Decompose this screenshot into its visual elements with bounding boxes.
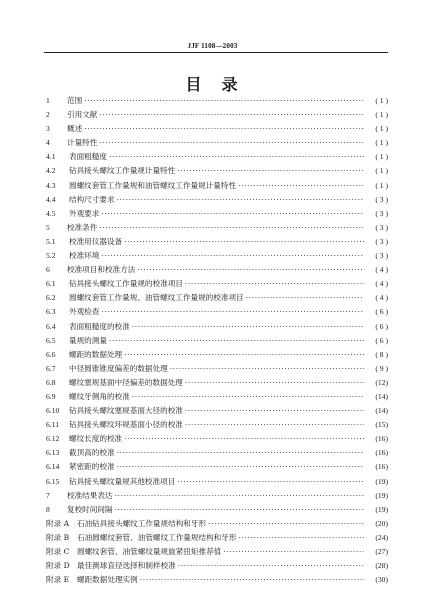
toc-leader-dots — [208, 517, 364, 531]
toc-entry-number: 6.11 — [46, 420, 60, 430]
toc-leader-dots — [117, 193, 364, 207]
toc-entry-number: 4 — [46, 138, 50, 148]
toc-entry-title: 螺距的数据处理 — [69, 349, 123, 359]
toc-entry-page: (28) — [375, 561, 388, 571]
toc-entry-number: 5.2 — [46, 251, 56, 261]
toc-entry-number: 6.10 — [46, 406, 60, 416]
toc-leader-dots — [124, 348, 364, 362]
toc-leader-dots — [137, 263, 364, 277]
toc-entry[interactable] — [46, 249, 388, 263]
toc-entry-number: 6.3 — [46, 307, 56, 317]
toc-entry[interactable] — [46, 390, 388, 404]
toc-entry-page: ( 4 ) — [375, 279, 388, 289]
toc-entry[interactable] — [46, 376, 388, 390]
toc-entry-number: 6.1 — [46, 279, 56, 289]
toc-entry-title: 外观要求 — [69, 208, 100, 218]
toc-leader-dots — [185, 277, 364, 291]
toc-entry-page: ( 3 ) — [375, 236, 388, 246]
toc-entry[interactable] — [46, 517, 388, 531]
toc-entry-page: ( 3 ) — [375, 208, 388, 218]
toc-entry-title: 螺纹长度的校准 — [69, 434, 123, 444]
toc-entry-title: 校准环境 — [69, 251, 100, 261]
toc-entry[interactable] — [46, 305, 388, 319]
toc-entry[interactable] — [46, 404, 388, 418]
toc-leader-dots — [115, 503, 364, 517]
toc-entry-page: ( 6 ) — [375, 321, 388, 331]
toc-entry[interactable] — [46, 320, 388, 334]
toc-entry-page: (19) — [375, 490, 388, 500]
toc-entry-page: ( 1 ) — [375, 152, 388, 162]
toc-entry[interactable] — [46, 531, 388, 545]
toc-entry-number: 6.4 — [46, 321, 56, 331]
toc-entry-title: 范围 — [67, 96, 83, 105]
toc-entry-number: 6.5 — [46, 335, 56, 345]
toc-entry-page: ( 1 ) — [375, 110, 388, 120]
toc-entry[interactable] — [46, 263, 388, 277]
toc-entry-page: ( 1 ) — [375, 166, 388, 176]
toc-entry-number: 6.13 — [46, 448, 60, 458]
toc-entry-title: 圆螺纹套管工作量规和油管螺纹工作量规计量特性 — [69, 180, 237, 190]
toc-entry-number: 2 — [46, 110, 50, 120]
toc-entry-page: ( 1 ) — [375, 96, 388, 105]
toc-leader-dots — [84, 94, 364, 108]
toc-entry-number: 附录 D — [46, 561, 70, 571]
toc-entry-page: (16) — [375, 462, 388, 472]
toc-entry-title: 结构尺寸要求 — [69, 194, 115, 204]
toc-entry-page: (16) — [375, 434, 388, 444]
toc-entry-number: 6.14 — [46, 462, 60, 472]
toc-entry[interactable] — [46, 150, 388, 164]
toc-entry[interactable] — [46, 193, 388, 207]
toc-entry[interactable] — [46, 362, 388, 376]
toc-leader-dots — [101, 207, 364, 221]
toc-entry-title: 外观检查 — [69, 307, 100, 317]
toc-entry-page: (19) — [375, 504, 388, 514]
toc-entry-number: 附录 A — [46, 518, 70, 528]
toc-entry[interactable] — [46, 164, 388, 178]
toc-leader-dots — [117, 460, 364, 474]
toc-leader-dots — [109, 150, 364, 164]
toc-entry-number: 6.12 — [46, 434, 60, 444]
toc-entry-title: 中径圆锥锥度偏差的数据处理 — [69, 363, 168, 373]
toc-leader-dots — [84, 122, 364, 136]
toc-entry-number: 8 — [46, 504, 50, 514]
toc-entry-title: 螺纹牙侧角的校准 — [69, 391, 130, 401]
toc-entry-number: 7 — [46, 490, 50, 500]
toc-entry[interactable] — [46, 460, 388, 474]
toc-entry-page: (24) — [375, 532, 388, 542]
toc-entry-number: 6.8 — [46, 377, 56, 387]
toc-entry[interactable] — [46, 489, 388, 503]
toc-entry-page: (16) — [375, 448, 388, 458]
toc-leader-dots — [109, 334, 364, 348]
toc-entry-number: 6.2 — [46, 293, 56, 303]
toc-entry-page: (14) — [375, 391, 388, 401]
document-code-header: JJF 1108—2003 — [187, 42, 238, 50]
toc-entry-title: 截顶高的校准 — [69, 448, 115, 458]
toc-leader-dots — [238, 179, 364, 193]
toc-entry-title: 钻具接头螺纹塞规基面大径的校准 — [69, 406, 183, 416]
toc-entry-title: 表面粗糙度的校准 — [69, 321, 130, 331]
toc-entry-number: 6 — [46, 265, 50, 275]
toc-entry[interactable] — [46, 559, 388, 573]
toc-entry-number: 4.3 — [46, 180, 56, 190]
toc-entry-number: 附录 E — [46, 575, 70, 585]
toc-leader-dots — [185, 418, 364, 432]
toc-entry-title: 钻具接头螺纹环规基面小径的校准 — [69, 420, 183, 430]
toc-entry-title: 紧密距的校准 — [69, 462, 115, 472]
toc-entry-page: (15) — [375, 420, 388, 430]
toc-leader-dots — [117, 446, 364, 460]
toc-leader-dots — [132, 390, 364, 404]
toc-leader-dots — [99, 108, 364, 122]
toc-entry[interactable] — [46, 108, 388, 122]
toc-entry-title: 引用文献 — [67, 110, 98, 120]
toc-entry-page: ( 6 ) — [375, 307, 388, 317]
toc-leader-dots — [177, 475, 364, 489]
toc-entry-number: 1 — [46, 96, 50, 105]
toc-entry-page: ( 8 ) — [375, 349, 388, 359]
toc-entry-page: (12) — [375, 377, 388, 387]
toc-entry-number: 5 — [46, 222, 50, 232]
toc-entry-title: 钻具接头螺纹工作量规的校准项目 — [69, 279, 183, 289]
toc-entry[interactable] — [46, 418, 388, 432]
toc-leader-dots — [140, 573, 364, 587]
toc-entry[interactable] — [46, 348, 388, 362]
toc-leader-dots — [115, 489, 364, 503]
toc-entry[interactable] — [46, 235, 388, 249]
toc-leader-dots — [99, 221, 364, 235]
toc-leader-dots — [246, 291, 364, 305]
toc-entry-page: (30) — [375, 575, 388, 585]
page-title: 目 录 — [185, 75, 240, 94]
toc-entry[interactable] — [46, 573, 388, 587]
toc-entry-page: ( 3 ) — [375, 194, 388, 204]
toc-leader-dots — [177, 164, 364, 178]
toc-leader-dots — [124, 432, 364, 446]
toc-leader-dots — [178, 559, 364, 573]
toc-entry-number: 6.6 — [46, 349, 56, 359]
toc-entry-title: 校准条件 — [67, 222, 98, 232]
toc-entry[interactable] — [46, 334, 388, 348]
toc-entry-title: 圆螺纹套管、油管螺纹量规旋紧扭矩推荐值 — [77, 547, 222, 556]
toc-entry-title: 钻具接头螺纹量规其他校准项目 — [69, 476, 176, 486]
toc-entry-number: 4.5 — [46, 208, 56, 218]
toc-entry-title: 最佳测球直径选择和制样校准 — [77, 561, 176, 571]
toc-entry-title: 概述 — [67, 124, 83, 134]
toc-leader-dots — [238, 531, 364, 545]
toc-entry-number: 6.15 — [46, 476, 60, 486]
toc-entry-number: 附录 B — [46, 532, 70, 542]
toc-entry-title: 圆螺纹套管工作量规、油管螺纹工作量规的校准项目 — [69, 293, 244, 303]
toc-leader-dots — [170, 362, 364, 376]
toc-entry[interactable] — [46, 446, 388, 460]
toc-entry-page: ( 3 ) — [375, 222, 388, 232]
toc-leader-dots — [124, 235, 364, 249]
toc-entry[interactable] — [46, 94, 388, 108]
toc-entry-title: 石油圆螺纹套管、油管螺纹工作量规结构和牙形 — [77, 532, 237, 542]
toc-entry-title: 校准项目和校准方法 — [67, 265, 136, 275]
toc-entry[interactable] — [46, 122, 388, 136]
toc-entry[interactable] — [46, 136, 388, 150]
toc-entry[interactable] — [46, 432, 388, 446]
toc-entry-number: 3 — [46, 124, 50, 134]
toc-entry[interactable] — [46, 503, 388, 517]
toc-entry-title: 表面粗糙度 — [69, 152, 107, 162]
toc-leader-dots — [185, 404, 364, 418]
toc-leader-dots — [101, 305, 364, 319]
toc-entry-page: (20) — [375, 518, 388, 528]
toc-entry-number: 4.4 — [46, 194, 56, 204]
toc-entry-title: 计量特性 — [67, 138, 98, 148]
toc-entry[interactable] — [46, 207, 388, 221]
table-of-contents — [46, 94, 388, 587]
toc-entry-page: (14) — [375, 406, 388, 416]
toc-entry-title: 量规的测量 — [69, 335, 107, 345]
toc-entry-page: (27) — [375, 547, 388, 556]
toc-leader-dots — [185, 376, 364, 390]
toc-entry-number: 附录 C — [46, 547, 70, 556]
toc-entry-title: 复校时间间隔 — [67, 504, 113, 514]
toc-entry-number: 4.1 — [46, 152, 56, 162]
toc-entry-number: 6.7 — [46, 363, 56, 373]
toc-leader-dots — [101, 249, 364, 263]
toc-entry[interactable] — [46, 291, 388, 305]
toc-entry-number: 5.1 — [46, 236, 56, 246]
toc-leader-dots — [132, 320, 364, 334]
header-divider — [44, 52, 388, 53]
toc-leader-dots — [223, 545, 364, 559]
toc-entry-page: ( 4 ) — [375, 293, 388, 303]
toc-entry-title: 石油钻具接头螺纹工作量规结构和牙形 — [77, 518, 207, 528]
toc-entry-page: ( 4 ) — [375, 265, 388, 275]
toc-entry-number: 4.2 — [46, 166, 56, 176]
toc-entry-page: ( 9 ) — [375, 363, 388, 373]
toc-entry[interactable] — [46, 475, 388, 489]
toc-entry[interactable] — [46, 545, 388, 559]
toc-entry-page: ( 1 ) — [375, 124, 388, 134]
toc-entry[interactable] — [46, 221, 388, 235]
toc-entry-title: 螺距数据处理实例 — [77, 575, 138, 585]
toc-entry-page: ( 1 ) — [375, 138, 388, 148]
toc-entry[interactable] — [46, 277, 388, 291]
toc-entry-title: 校准用仪器设备 — [69, 236, 123, 246]
toc-entry-title: 螺纹塞规基面中径偏差的数据处理 — [69, 377, 183, 387]
toc-entry-page: ( 1 ) — [375, 180, 388, 190]
toc-entry-page: ( 3 ) — [375, 251, 388, 261]
toc-entry-title: 校准结果表达 — [67, 490, 113, 500]
toc-entry-page: (19) — [375, 476, 388, 486]
toc-entry[interactable] — [46, 179, 388, 193]
toc-entry-title: 钻具接头螺纹工作量规计量特性 — [69, 166, 176, 176]
toc-entry-number: 6.9 — [46, 391, 56, 401]
toc-leader-dots — [99, 136, 364, 150]
toc-entry-page: ( 6 ) — [375, 335, 388, 345]
